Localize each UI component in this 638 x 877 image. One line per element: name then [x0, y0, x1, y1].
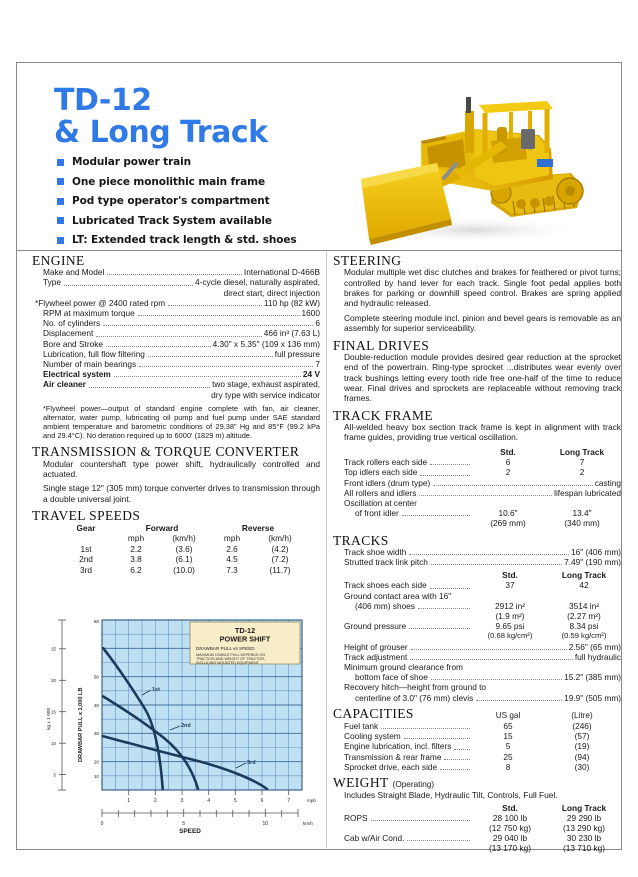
cell-lt: (0.59 kg/cm²) — [561, 631, 607, 641]
spec-label: Type — [43, 277, 61, 288]
spec-label: Strutted track link pitch — [344, 556, 428, 567]
leader-dots — [106, 345, 211, 347]
row-label: Oscillation at center — [344, 497, 417, 508]
svg-text:20: 20 — [51, 678, 56, 683]
leader-dots — [138, 314, 300, 316]
feature-label: Modular power train — [72, 156, 192, 168]
col-long-track: Long Track — [559, 446, 605, 457]
table-row — [344, 601, 621, 611]
leader-dots — [107, 273, 242, 275]
cell-litre: (30) — [574, 761, 590, 772]
bullet-square-icon — [57, 198, 64, 205]
table-header-row — [344, 447, 621, 457]
spec-value: full hydraulic — [574, 651, 621, 662]
cell-lt: 42 — [579, 580, 589, 591]
chart-xlabel: SPEED — [179, 828, 201, 835]
engine-footnote: *Flywheel power—output of standard engine complete with fan, air cleaner, alternator, water pump, lubricating oil pump and fuel pump under SAE standard ambient temperature and barometric conditions of 29.38" Hg and 85°F (99.2 kPa and 29.4°C). No deration required up to 6000' (1829 m) altitude. — [43, 403, 320, 440]
unit-kmh-rev: (km/h) — [268, 533, 292, 544]
cell-fwd-mph: 2.2 — [130, 543, 142, 554]
bulldozer-photo — [325, 67, 615, 247]
leader-dots — [411, 648, 567, 650]
row-label: Cooling system — [344, 731, 401, 742]
cell-std: (269 mm) — [490, 518, 526, 529]
spec-label: Displacement — [43, 328, 94, 339]
cell-std: 6 — [505, 457, 511, 468]
tracks-table — [333, 570, 621, 641]
leader-dots — [168, 304, 262, 306]
leader-dots — [381, 727, 470, 729]
cell-rev-kmh: (11.7) — [269, 564, 291, 575]
spec-row — [344, 652, 621, 662]
header-divider — [17, 250, 621, 251]
spec-value: 466 in³ (7.63 L) — [263, 328, 320, 339]
chart-ylabel: DRAWBAR PULL x 1,000 LB — [78, 687, 84, 762]
spec-label: *Flywheel power @ 2400 rated rpm — [35, 297, 166, 308]
chart-legend-note-2: TRACTION AND WEIGHT OF TRACTOR, — [196, 657, 266, 661]
section-heading-tracks: TRACKS — [333, 532, 389, 548]
table-header-row — [344, 570, 621, 580]
bullet-square-icon — [57, 159, 64, 166]
cell-std: 37 — [505, 580, 515, 591]
cell-std: 9.65 psi — [495, 621, 525, 632]
cell-std: 10.6" — [498, 508, 518, 519]
spec-value: 2.56" (65 mm) — [568, 641, 621, 652]
chart-legend-line1: DRAWBAR PULL vs SPEED — [196, 646, 255, 651]
leader-dots — [430, 463, 470, 465]
cell-rev-mph: 7.3 — [226, 564, 238, 575]
cell-litre: (246) — [572, 720, 592, 731]
spec-row — [35, 298, 320, 308]
cell-lt: 29 290 lb — [566, 812, 602, 823]
unit-kmh-fwd: (km/h) — [172, 533, 196, 544]
leader-dots — [409, 553, 569, 555]
drawbar-pull-chart — [40, 612, 325, 844]
list-item — [57, 195, 367, 207]
cell-fwd-kmh: (6.1) — [175, 554, 193, 565]
leader-dots — [433, 484, 592, 486]
cell-litre: (57) — [574, 731, 590, 742]
leader-dots — [476, 699, 562, 701]
cell-lt: 13.4" — [572, 508, 592, 519]
spec-row — [43, 359, 320, 369]
spec-row — [43, 277, 320, 287]
table-row — [344, 621, 621, 631]
spec-row — [43, 339, 320, 349]
table-row — [344, 498, 621, 508]
spec-continuation: dry type with service indicator — [211, 389, 320, 400]
spec-value: International D-466B — [243, 267, 320, 278]
table-row — [58, 544, 320, 555]
svg-text:30: 30 — [93, 731, 99, 736]
weight-table — [333, 803, 621, 854]
table-row — [344, 580, 621, 590]
cell-lt: 7 — [579, 457, 585, 468]
cell-std: (0.68 kg/cm²) — [487, 631, 533, 641]
spec-label: Electrical system — [43, 369, 111, 380]
spec-row — [43, 308, 320, 318]
unit-mph-fwd: mph — [127, 533, 145, 544]
bullet-square-icon — [57, 237, 64, 244]
spec-row — [43, 318, 320, 328]
section-heading-capacities: CAPACITIES — [333, 705, 414, 721]
spec-row — [43, 349, 320, 359]
row-label: Ground pressure — [344, 621, 407, 632]
cell-litre: (94) — [574, 751, 590, 762]
spec-value: full pressure — [274, 348, 320, 359]
table-row — [344, 741, 621, 751]
table-row — [344, 762, 621, 772]
chart-xunit-mph: mph — [307, 798, 316, 803]
column-divider — [326, 252, 327, 848]
row-label: ROPS — [344, 812, 368, 823]
leader-dots — [139, 365, 313, 367]
section-heading-track-frame: TRACK FRAME — [333, 407, 434, 423]
spec-row — [43, 267, 320, 277]
title-line-1: TD-12 — [54, 83, 152, 118]
track-frame-table — [333, 447, 621, 529]
chart-legend-subtitle: POWER SHIFT — [219, 634, 271, 644]
table-row — [344, 467, 621, 477]
spec-label: Lubrication, full flow filtering — [43, 348, 145, 359]
section-heading-steering: STEERING — [333, 253, 402, 268]
cell-lt: (13 290 kg) — [563, 823, 605, 833]
spec-value: 7 — [315, 359, 320, 370]
spec-label: Height of grouser — [344, 641, 408, 652]
table-row — [344, 488, 621, 498]
spec-row — [43, 369, 320, 379]
spec-label: centerline of 3.0" (76 mm) clevis — [355, 692, 474, 703]
weight-subtitle: (Operating) — [392, 779, 435, 789]
spec-label: bottom face of shoe — [355, 672, 428, 683]
cell-gal: 5 — [505, 741, 511, 752]
cell-fwd-kmh: (10.0) — [173, 564, 195, 575]
bullet-square-icon — [57, 178, 64, 185]
row-label: Track rollers each side — [344, 457, 428, 468]
chart-xunit-kmh: km/h — [303, 821, 313, 826]
spec-label: Track adjustment — [344, 651, 408, 662]
spec-row — [344, 557, 621, 567]
row-label: (406 mm) shoes — [355, 600, 415, 611]
leader-dots — [410, 658, 573, 660]
col-gear: Gear — [76, 522, 96, 533]
unit-spacer — [58, 533, 114, 544]
table-row — [344, 611, 621, 621]
section-heading-engine: ENGINE — [32, 253, 85, 268]
cell-fwd-kmh: (3.6) — [175, 543, 193, 554]
cell-rev-mph: 4.5 — [226, 554, 238, 565]
table-row — [344, 823, 621, 833]
leader-dots — [430, 587, 470, 589]
feature-label: One piece monolithic main frame — [72, 175, 265, 188]
section-heading-travel-speeds: TRAVEL SPEEDS — [32, 508, 141, 524]
spec-value: 7.49" (190 mm) — [564, 556, 621, 567]
bullet-square-icon — [57, 217, 64, 224]
row-label: Sprocket drive, each side — [344, 761, 438, 772]
cell-fwd-mph: 6.2 — [130, 564, 142, 575]
col-us-gal: US gal — [495, 710, 521, 720]
leader-dots — [420, 474, 470, 476]
svg-text:5: 5 — [53, 772, 56, 778]
svg-text:5: 5 — [182, 821, 186, 827]
table-row — [344, 591, 621, 601]
chart-yaxis-lb-ticks — [94, 619, 100, 779]
chart-series-label-2nd: 2nd — [181, 723, 191, 729]
svg-text:60: 60 — [93, 619, 99, 624]
table-header-row — [58, 523, 320, 534]
table-row — [344, 478, 621, 488]
final-drives-paragraph: Double-reduction module provides desired gear reduction at the sprocket end of the powertrain. Ring-type sprocket ...distributes wear evenly over track bushings letting every tooth ride free one-half of the time to reduce wear. Final drives and sprockets are replaceable without removing track frames. — [344, 351, 621, 404]
spec-row — [344, 547, 621, 557]
spec-label: Track shoe width — [344, 546, 407, 557]
spec-label: RPM at maximum torque — [43, 308, 135, 319]
leader-dots — [89, 386, 210, 388]
cell-gear: 2nd — [79, 554, 93, 565]
row-label: Fuel tank — [344, 720, 379, 731]
svg-text:10: 10 — [93, 774, 99, 779]
leader-dots — [419, 494, 552, 496]
cell-rev-mph: 2.6 — [226, 543, 238, 554]
row-label: Track shoes each side — [344, 580, 427, 591]
list-item — [57, 234, 367, 246]
capacities-table — [333, 721, 621, 772]
spec-value: 1600 — [301, 308, 320, 319]
svg-text:50: 50 — [93, 674, 99, 680]
header-band — [17, 63, 621, 249]
cell-litre: (19) — [574, 741, 590, 752]
travel-speeds-table — [32, 523, 320, 576]
chart-legend-title: TD-12 — [234, 626, 256, 635]
row-label: Ground contact area with 16" — [344, 590, 452, 601]
spec-label: Air cleaner — [43, 379, 86, 390]
cell-lt: 30 230 lb — [566, 833, 602, 844]
table-row — [58, 554, 320, 565]
cell-span: casting — [594, 477, 621, 488]
section-heading-transmission: TRANSMISSION & TORQUE CONVERTER — [32, 444, 300, 460]
spec-label: No. of cylinders — [43, 318, 101, 329]
leader-dots — [454, 748, 470, 750]
leader-dots — [431, 678, 562, 680]
svg-text:5: 5 — [233, 798, 237, 804]
cell-rev-kmh: (4.2) — [271, 543, 289, 554]
transmission-paragraph-1: Modular countershaft type power shift, hydraulically controlled and actuated. — [43, 458, 320, 480]
chart-series-label-3rd: 3rd — [247, 760, 256, 766]
section-heading-final-drives: FINAL DRIVES — [333, 337, 430, 353]
spec-row-label-only: Recovery hitch—height from ground to — [344, 682, 487, 693]
spec-value: 4-cycle diesel, naturally aspirated, — [195, 277, 320, 288]
cell-lt: 8.34 psi — [569, 621, 599, 632]
leader-dots — [114, 375, 301, 377]
spec-value: 110 hp (82 kW) — [263, 297, 320, 308]
cell-gal: 15 — [503, 731, 513, 742]
spec-value: two stage, exhaust aspirated, — [212, 379, 320, 390]
table-row — [58, 565, 320, 576]
capacities-header — [333, 705, 621, 721]
spec-row — [43, 379, 320, 389]
svg-text:2: 2 — [153, 798, 157, 804]
cell-gear: 3rd — [80, 564, 92, 575]
table-row — [344, 457, 621, 467]
weight-header — [333, 774, 621, 790]
row-label: Cab w/Air Cond. — [344, 833, 405, 844]
chart-xaxis-mph-ticks — [129, 790, 289, 795]
spec-value: 19.9" (505 mm) — [564, 692, 621, 703]
spec-value: 24 V — [302, 369, 320, 380]
svg-text:10: 10 — [262, 821, 269, 827]
leader-dots — [371, 819, 470, 821]
leader-dots — [409, 627, 470, 629]
col-reverse: Reverse — [241, 522, 275, 533]
chart-svg — [40, 612, 325, 844]
leader-dots — [407, 839, 470, 841]
leader-dots — [431, 563, 562, 565]
table-row — [344, 752, 621, 762]
cell-lt: 3514 in² — [569, 600, 599, 611]
table-row — [344, 843, 621, 853]
cell-gal: 65 — [503, 720, 513, 731]
section-heading-weight: WEIGHT — [333, 774, 389, 790]
table-header-row — [344, 803, 621, 813]
cell-span: lifespan lubricated — [554, 487, 621, 498]
leader-dots — [418, 607, 470, 609]
svg-text:10: 10 — [51, 740, 56, 746]
list-item — [57, 176, 367, 188]
svg-text:25: 25 — [51, 646, 56, 652]
table-row — [344, 813, 621, 823]
spec-label: Number of main bearings — [43, 359, 137, 370]
chart-legend-note-3: INCLUDING MOUNTED EQUIPMENT. — [196, 661, 260, 665]
cell-gear: 1st — [80, 543, 92, 554]
cell-std: 2 — [505, 467, 511, 478]
cell-std: (13 170 kg) — [489, 843, 531, 854]
leader-dots — [148, 355, 273, 357]
spec-row — [344, 693, 621, 703]
transmission-paragraph-2: Single stage 12" (305 mm) torque converter drives to transmission through a double universal joint. — [43, 483, 320, 504]
engine-spec-list — [32, 267, 320, 400]
leader-dots — [440, 768, 470, 770]
spec-label: Bore and Stroke — [43, 338, 103, 349]
table-row — [344, 508, 621, 518]
leader-dots — [404, 737, 470, 739]
cell-rev-kmh: (7.2) — [271, 554, 289, 565]
svg-text:40: 40 — [93, 702, 99, 708]
feature-label: Pod type operator's compartment — [72, 195, 270, 207]
title-line-2: & Long Track — [54, 115, 268, 150]
svg-text:20: 20 — [93, 759, 99, 765]
svg-text:7: 7 — [287, 798, 291, 804]
spec-continuation: direct start, direct injection — [223, 287, 320, 298]
cell-fwd-mph: 3.8 — [130, 554, 142, 565]
col-std: Std. — [500, 446, 516, 457]
leader-dots — [96, 335, 261, 337]
svg-text:1: 1 — [127, 798, 131, 804]
cell-lt: (340 mm) — [564, 518, 600, 529]
page-title — [54, 83, 268, 150]
table-unit-row — [58, 533, 320, 544]
track-frame-paragraph: All-welded heavy box section track frame is kept in alignment with track frame guides, providing true vertical oscillation. — [344, 422, 621, 443]
cell-gal: 25 — [503, 751, 513, 762]
col-std: Std. — [502, 802, 518, 813]
steering-paragraph-1: Modular multiple wet disc clutches and brakes for feathered or pivot turns; controlled by hand lever for each track. Single foot pedal applies both brakes for parking or downhill speed control. Brakes are spring applied and hydraulic released. — [344, 267, 621, 309]
spec-value: 6 — [315, 318, 320, 329]
table-row — [344, 631, 621, 641]
spec-value: 4.30" x 5.35" (109 x 136 mm) — [212, 338, 320, 349]
unit-mph-rev: mph — [223, 533, 241, 544]
chart-legend-note-1: MAXIMUM USABLE PULL DEPENDS ON — [196, 653, 265, 657]
leader-dots — [64, 284, 193, 286]
svg-text:15: 15 — [51, 709, 56, 715]
svg-text:0: 0 — [100, 821, 104, 827]
leader-dots — [444, 758, 470, 760]
spec-row — [344, 672, 621, 682]
spec-value: 16" (406 mm) — [571, 546, 621, 557]
svg-text:4: 4 — [207, 798, 211, 804]
cell-std: (12 750 kg) — [489, 823, 531, 833]
feature-label: Lubricated Track System available — [72, 214, 272, 227]
table-row — [344, 833, 621, 843]
row-label: Transmission & rear frame — [344, 751, 442, 762]
cell-std: 29 040 lb — [492, 833, 528, 844]
cell-std: 28 100 lb — [492, 812, 528, 823]
table-row — [344, 721, 621, 731]
spec-value: 15.2" (385 mm) — [564, 672, 621, 683]
cell-std: 2912 in² — [495, 600, 525, 611]
svg-text:6: 6 — [260, 798, 264, 804]
col-long-track: Long Track — [561, 802, 607, 813]
col-long-track: Long Track — [561, 570, 607, 581]
spec-row — [43, 328, 320, 338]
cell-gal: 8 — [505, 761, 511, 772]
row-label: Top idlers each side — [344, 467, 418, 478]
chart-series-label-1st: 1st — [152, 687, 160, 693]
feature-label: LT: Extended track length & std. shoes — [72, 234, 297, 246]
feature-list — [57, 156, 367, 249]
cell-lt: 2 — [579, 467, 585, 478]
weight-note: Includes Straight Blade, Hydraulic Tilt, Controls, Full Fuel. — [344, 790, 558, 801]
tracks-top-list — [333, 547, 621, 567]
row-label: of front idler — [355, 508, 399, 519]
col-litre: (Litre) — [571, 710, 593, 720]
chart-ylabel-outer: kg x 1 000 — [47, 707, 52, 730]
leader-dots — [402, 514, 470, 516]
row-label: Front idlers (drum type) — [344, 477, 431, 488]
list-item — [57, 156, 367, 168]
spec-row-label-only: Minimum ground clearance from — [344, 661, 463, 672]
col-forward: Forward — [145, 522, 179, 533]
leader-dots — [103, 324, 313, 326]
steering-paragraph-2: Complete steering module incl. pinion and bevel gears is removable as an assembly for superior serviceability. — [344, 312, 621, 334]
tracks-bottom-list — [333, 642, 621, 703]
cell-std: (1.9 m²) — [495, 610, 525, 621]
list-item — [57, 215, 367, 227]
spec-row — [344, 642, 621, 652]
cell-lt: (2.27 m²) — [567, 610, 601, 621]
table-row — [344, 518, 621, 528]
col-std: Std. — [502, 570, 518, 581]
table-row — [344, 731, 621, 741]
row-label: All rollers and idlers — [344, 487, 417, 498]
svg-text:3: 3 — [180, 798, 184, 804]
cell-lt: (13 710 kg) — [563, 843, 605, 854]
left-column — [32, 253, 320, 575]
spec-label: Make and Model — [43, 267, 105, 278]
right-column — [333, 253, 621, 854]
row-label: Engine lubrication, incl. filters — [344, 741, 452, 752]
